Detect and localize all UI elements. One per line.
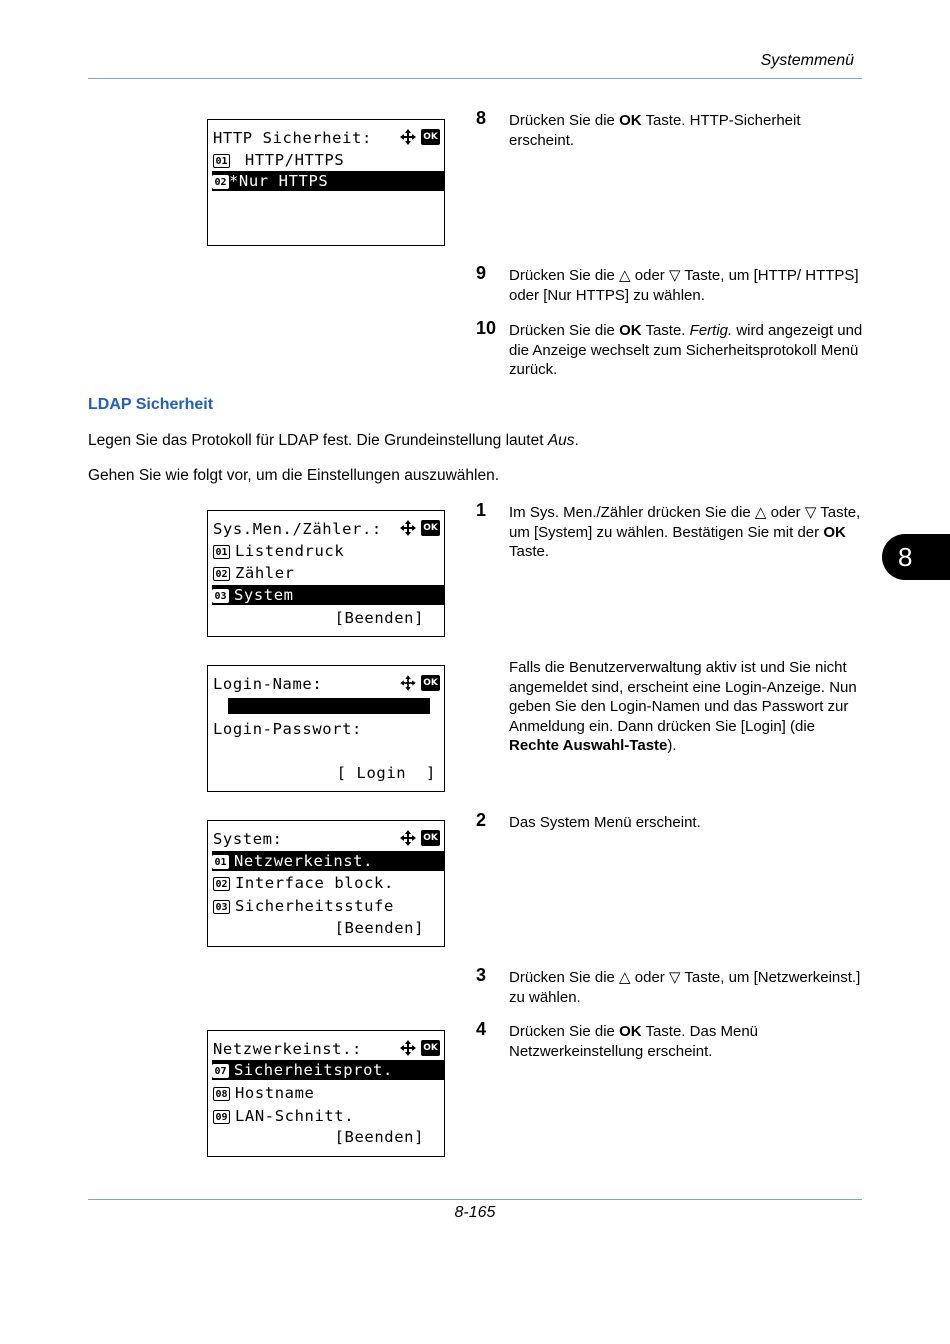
lcd-icons <box>399 1039 440 1057</box>
header-title: Systemmenü <box>760 52 854 69</box>
login-name-field <box>228 698 430 714</box>
ok-icon: OK <box>421 1040 440 1056</box>
lcd-login-password-label: Login-Passwort: <box>213 720 362 738</box>
lcd-item-selected: 01 Netzwerkeinst. <box>212 851 444 871</box>
ok-icon: OK <box>421 129 440 145</box>
step-8: 8 Drücken Sie die OK Taste. HTTP-Sicherheit erscheint. <box>476 108 801 149</box>
lcd-login-name-label: Login-Name: <box>213 675 323 693</box>
lcd-login <box>207 665 445 792</box>
section-intro: Legen Sie das Protokoll für LDAP fest. Die Grundeinstellung lautet Aus. <box>88 432 579 449</box>
lcd-sysmen <box>207 510 445 637</box>
four-way-arrow-icon <box>399 674 417 692</box>
lcd-network <box>207 1030 445 1157</box>
four-way-arrow-icon <box>399 1039 417 1057</box>
lcd-item: 01 Listendruck <box>213 541 444 561</box>
section-instruction: Gehen Sie wie folgt vor, um die Einstellungen auszuwählen. <box>88 467 499 484</box>
lcd-title: System: <box>213 830 283 848</box>
ok-icon: OK <box>421 520 440 536</box>
four-way-arrow-icon <box>399 519 417 537</box>
lcd-icons <box>399 519 440 537</box>
lcd-item: 02 Interface block. <box>213 873 444 893</box>
ok-icon: OK <box>421 830 440 846</box>
four-way-arrow-icon <box>399 829 417 847</box>
step-1: 1 Im Sys. Men./Zähler drücken Sie die △ oder ▽ Taste, um [System] zu wählen. Bestätigen Sie mit der OK Taste. <box>476 500 861 560</box>
lcd-system <box>207 820 445 947</box>
lcd-item: 01 HTTP/HTTPS <box>213 150 444 170</box>
footer-rule <box>88 1199 862 1200</box>
lcd-icons <box>399 674 440 692</box>
four-way-arrow-icon <box>399 128 417 146</box>
lcd-item-selected: 07 Sicherheitsprot. <box>212 1060 444 1080</box>
lcd-title: Sys.Men./Zähler.: <box>213 520 382 538</box>
step-4: 4 Drücken Sie die OK Taste. Das Menü Netzwerkeinstellung erscheint. <box>476 1019 759 1060</box>
lcd-softkey: [Beenden] <box>334 1128 424 1146</box>
lcd-icons <box>399 128 440 146</box>
lcd-item: 02 Zähler <box>213 563 444 583</box>
lcd-item-selected: 03 System <box>212 585 444 605</box>
lcd-http-security <box>207 119 445 246</box>
step-10: 10 Drücken Sie die OK Taste. Fertig. wird angezeigt und die Anzeige wechselt zum Sicherheitsprotokoll Menü zurück. <box>476 318 863 378</box>
header-rule <box>88 78 862 79</box>
step-note-login: Falls die Benutzerverwaltung aktiv ist und Sie nicht angemeldet sind, erscheint eine Login-Anzeige. Nun geben Sie den Login-Namen und das Passwort zur Anmeldung ein. Dann drücken Sie [Login] (die Rechte Auswahl-Taste). <box>509 659 857 754</box>
lcd-item: 08 Hostname <box>213 1083 444 1103</box>
section-heading: LDAP Sicherheit <box>88 396 214 413</box>
step-9: 9 Drücken Sie die △ oder ▽ Taste, um [HTTP/ HTTPS] oder [Nur HTTPS] zu wählen. <box>476 263 859 304</box>
step-2: 2 Das System Menü erscheint. <box>476 810 701 831</box>
lcd-title: Netzwerkeinst.: <box>213 1040 362 1058</box>
lcd-item: 03 Sicherheitsstufe <box>213 896 444 916</box>
lcd-icons <box>399 829 440 847</box>
lcd-softkey: [ Login ] <box>336 764 436 782</box>
lcd-title: HTTP Sicherheit: <box>213 129 372 147</box>
step-3: 3 Drücken Sie die △ oder ▽ Taste, um [Netzwerkeinst.] zu wählen. <box>476 965 861 1006</box>
page-number: 8-165 <box>454 1204 496 1221</box>
lcd-item-selected: 02 *Nur HTTPS <box>212 171 444 191</box>
lcd-item: 09 LAN-Schnitt. <box>213 1106 444 1126</box>
ok-icon: OK <box>421 675 440 691</box>
lcd-softkey: [Beenden] <box>334 609 424 627</box>
lcd-softkey: [Beenden] <box>334 919 424 937</box>
chapter-tab: 8 <box>882 534 950 580</box>
